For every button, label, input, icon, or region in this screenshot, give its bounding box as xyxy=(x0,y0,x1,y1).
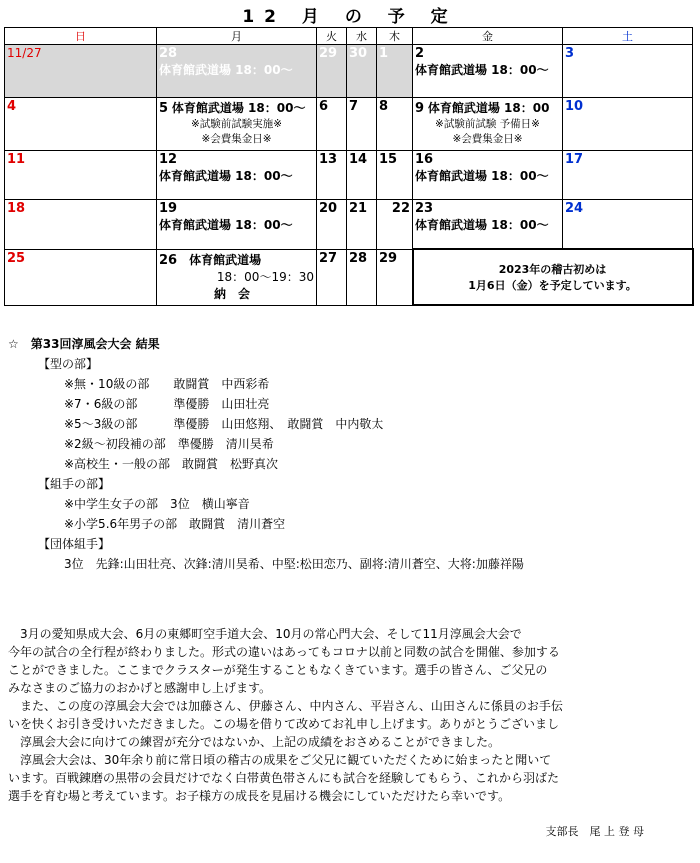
day-cell: 20 xyxy=(317,200,347,250)
day-cell: 29 xyxy=(377,249,413,305)
day-cell: 11 xyxy=(5,151,157,200)
result-line: ※無・10級の部 敢闘賞 中西彩希 xyxy=(64,377,270,391)
day-cell: 22 xyxy=(377,200,413,250)
day-cell: 23 体育館武道場 18：00～ xyxy=(413,200,563,250)
day-cell: 1 xyxy=(377,45,413,98)
calendar-table xyxy=(4,27,694,306)
tournament-results xyxy=(8,334,524,574)
day-cell: 4 xyxy=(5,98,157,151)
day-cell: 28 xyxy=(347,249,377,305)
day-cell: 17 xyxy=(563,151,693,200)
message-paragraph xyxy=(8,625,694,805)
kumite-header: 【組手の部】 xyxy=(38,477,111,491)
weekday-thu: 木 xyxy=(377,28,413,45)
page-title: 12 月 の 予 定 xyxy=(242,7,458,27)
day-cell: 19 体育館武道場 18：00～ xyxy=(157,200,317,250)
paragraph-line: また、この度の淳風会大会では加藤さん、伊藤さん、中内さん、平岩さん、山田さんに係員のお手伝 xyxy=(8,699,563,713)
day-cell: 5 体育館武道場 18：00～ ※試験前試験実施※ ※会費集金日※ xyxy=(157,98,317,151)
day-cell: 21 xyxy=(347,200,377,250)
paragraph-line: 淳風会大会に向けての練習が充分ではないか、上記の成績をおさめることができました。 xyxy=(8,735,501,749)
week-row xyxy=(5,249,693,305)
result-line: ※7・6級の部 準優勝 山田壮亮 xyxy=(64,397,270,411)
results-heading: ☆ 第33回淳風会大会 結果 xyxy=(8,337,160,351)
day-cell: 15 xyxy=(377,151,413,200)
day-cell: 26 体育館武道場 18：00～19：30 納 会 xyxy=(157,249,317,305)
weekday-wed: 水 xyxy=(347,28,377,45)
weekday-sat: 土 xyxy=(563,28,693,45)
day-cell: 12 体育館武道場 18：00～ xyxy=(157,151,317,200)
weekday-mon: 月 xyxy=(157,28,317,45)
week-row xyxy=(5,151,693,200)
day-cell: 14 xyxy=(347,151,377,200)
day-cell: 30 xyxy=(347,45,377,98)
result-line: ※5～3級の部 準優勝 山田悠翔、 敢闘賞 中内敬太 xyxy=(64,417,384,431)
paragraph-line: 選手を育む場と考えています。お子様方の成長を見届ける機会にしていただけたら幸いです。 xyxy=(8,789,511,803)
result-line: ※中学生女子の部 3位 横山寧音 xyxy=(64,497,250,511)
week-row xyxy=(5,98,693,151)
day-cell: 8 xyxy=(377,98,413,151)
signature: 支部長 尾 上 登 母 xyxy=(545,825,644,838)
day-cell: 3 xyxy=(563,45,693,98)
weekday-header-row xyxy=(5,28,693,45)
day-cell: 25 xyxy=(5,249,157,305)
weekday-sun: 日 xyxy=(5,28,157,45)
day-cell: 24 xyxy=(563,200,693,250)
day-cell: 6 xyxy=(317,98,347,151)
day-cell: 27 xyxy=(317,249,347,305)
weekday-tue: 火 xyxy=(317,28,347,45)
day-cell: 18 xyxy=(5,200,157,250)
day-cell: 7 xyxy=(347,98,377,151)
week-row xyxy=(5,200,693,250)
day-cell: 29 xyxy=(317,45,347,98)
paragraph-line: みなさまのご協力のおかげと感謝申し上げます。 xyxy=(8,681,272,695)
week-row xyxy=(5,45,693,98)
paragraph-line: 3月の愛知県成大会、6月の東郷町空手道大会、10月の常心門大会、そして11月淳風会大会で xyxy=(8,627,522,641)
day-cell: 13 xyxy=(317,151,347,200)
day-cell: 16 体育館武道場 18：00～ xyxy=(413,151,563,200)
day-cell: 9 体育館武道場 18：00 ※試験前試験 予備日※ ※会費集金日※ xyxy=(413,98,563,151)
kata-header: 【型の部】 xyxy=(38,357,99,371)
team-header: 【団体組手】 xyxy=(38,537,111,551)
notice-box: 2023年の稽古初めは 1月6日（金）を予定しています。 xyxy=(413,249,693,305)
result-line: ※小学5.6年男子の部 敢闘賞 清川蒼空 xyxy=(64,517,286,531)
paragraph-line: ことができました。ここまでクラスターが発生することもなくきています。選手の皆さん、ご父兄の xyxy=(8,663,548,677)
result-line: ※2級～初段補の部 準優勝 清川昊希 xyxy=(64,437,274,451)
result-line: 3位 先鋒:山田壮亮、次鋒:清川昊希、中堅:松田恋乃、副将:清川蒼空、大将:加藤祥陽 xyxy=(64,557,524,571)
day-cell: 28 体育館武道場 18：00～ xyxy=(157,45,317,98)
paragraph-line: 今年の試合の全行程が終わりました。形式の違いはあってもコロナ以前と同数の試合を開催、参加する xyxy=(8,645,560,659)
paragraph-line: いを快くお引き受けいただきました。この場を借りて改めてお礼申し上げます。ありがとうございまし xyxy=(8,717,560,731)
paragraph-line: います。百戦錬磨の黒帯の会員だけでなく白帯黄色帯さんにも試合を経験してもらう、これから羽ばた xyxy=(8,771,560,785)
day-cell: 10 xyxy=(563,98,693,151)
day-cell: 2 体育館武道場 18：00～ xyxy=(413,45,563,98)
paragraph-line: 淳風会大会は、30年余り前に常日頃の稽古の成果をご父兄に観ていただくために始まったと聞いて xyxy=(8,753,552,767)
result-line: ※高校生・一般の部 敢闘賞 松野真次 xyxy=(64,457,279,471)
day-cell: 11/27 xyxy=(5,45,157,98)
weekday-fri: 金 xyxy=(413,28,563,45)
